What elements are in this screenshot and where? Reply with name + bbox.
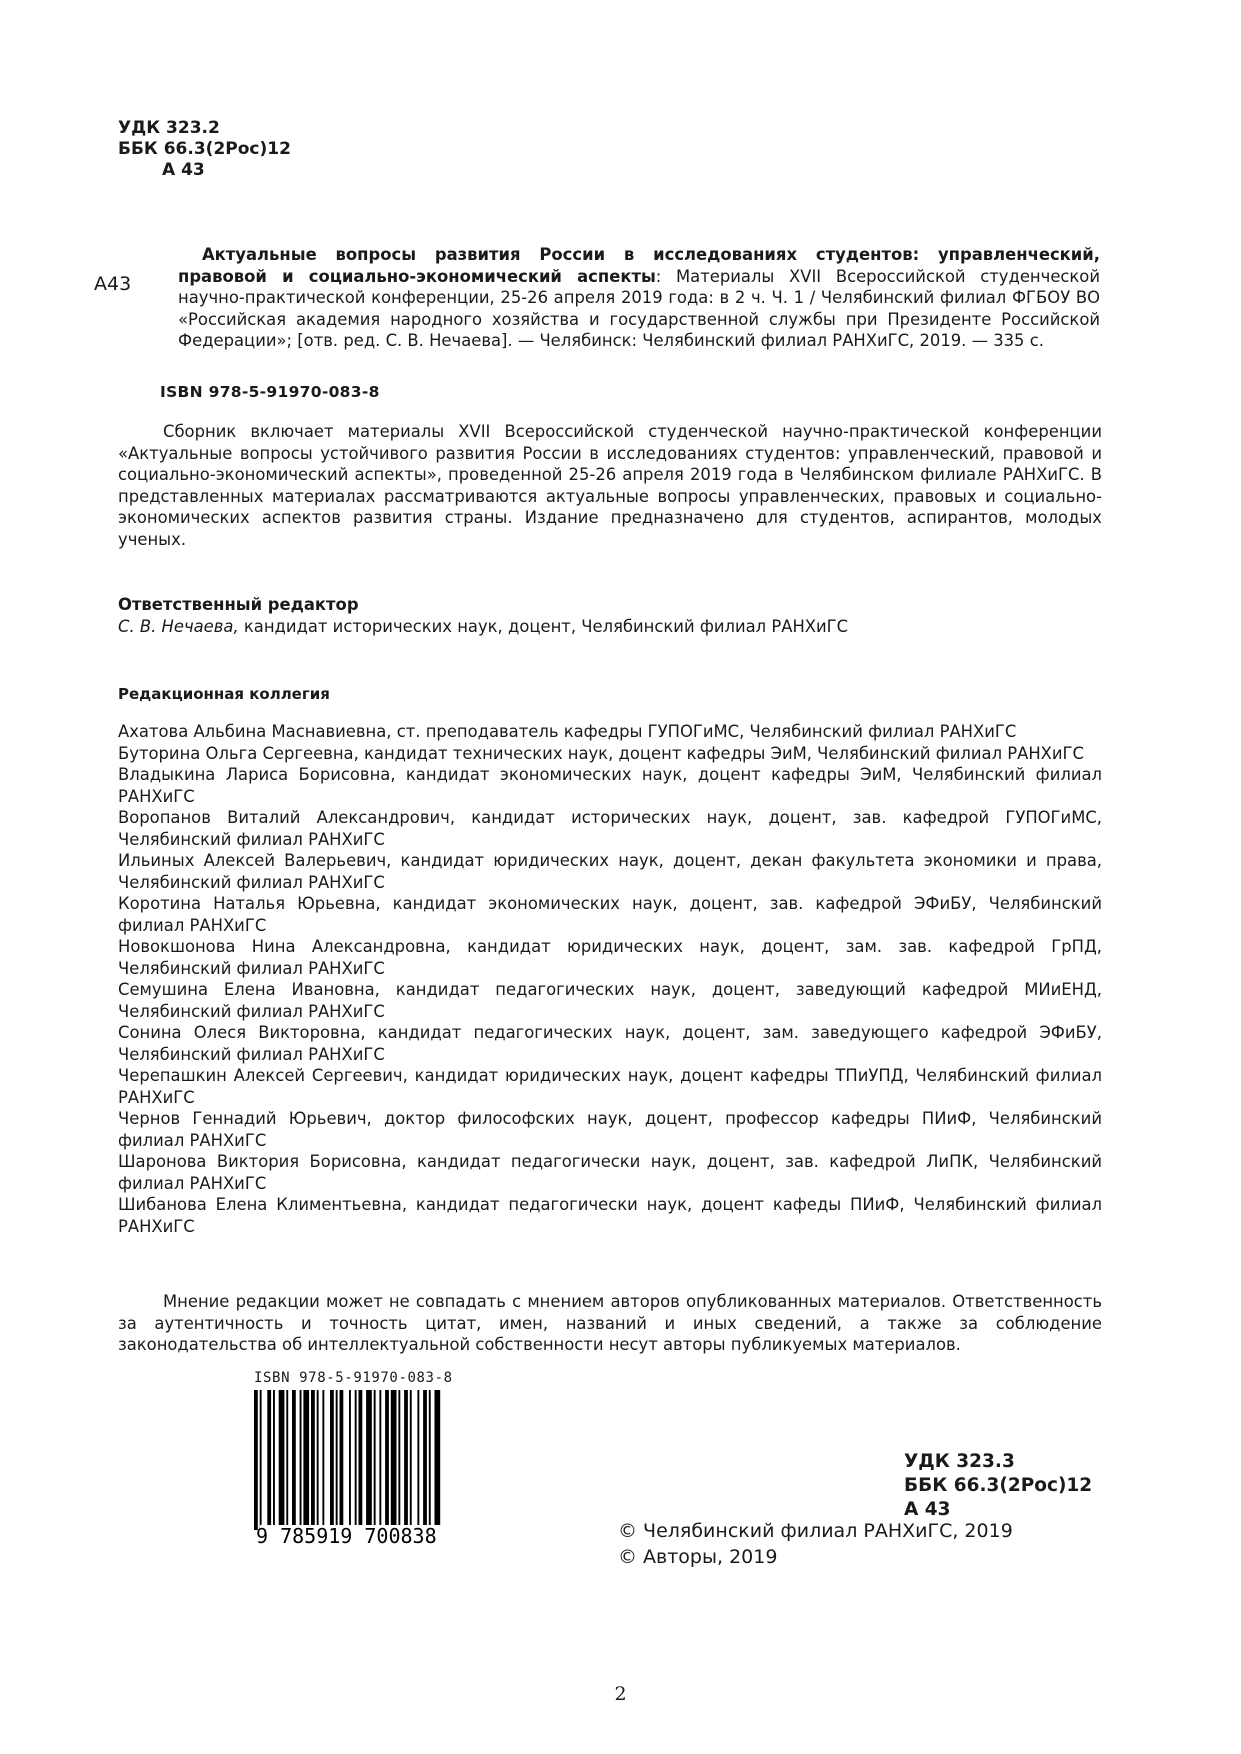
barcode-bar (279, 1390, 285, 1530)
barcode-bar (254, 1390, 258, 1530)
barcode-bar (317, 1390, 319, 1530)
editor-name: С. В. Нечаева, (118, 617, 239, 636)
barcode-bar (300, 1390, 302, 1530)
barcode-bar (340, 1390, 344, 1530)
footer-udk-block (904, 1450, 1092, 1522)
board-member: Новокшонова Нина Александровна, кандидат юридических наук, доцент, зам. зав. кафедрой ГрПД, Челябинский филиал РАНХиГС (118, 937, 1102, 978)
board-member: Воропанов Виталий Александрович, кандидат исторических наук, доцент, зав. кафедрой ГУПОГиМС, Челябинский филиал РАНХиГС (118, 808, 1102, 849)
board-member: Шаронова Виктория Борисовна, кандидат педагогически наук, доцент, зав. кафедрой ЛиПК, Челябинский филиал РАНХиГС (118, 1152, 1102, 1193)
barcode-bar (330, 1390, 334, 1530)
copyright-line: © Авторы, 2019 (618, 1546, 778, 1568)
editor-description: кандидат исторических наук, доцент, Челябинский филиал РАНХиГС (238, 617, 849, 636)
citation-title: Актуальные вопросы развития России в исследованиях студентов: управленческий, правовой и социально-экономический аспекты (178, 245, 1100, 286)
barcode-bar (398, 1390, 400, 1530)
barcode-bar (391, 1390, 397, 1530)
footer-bbk-code: ББК 66.3(2Рос)12 (904, 1475, 1093, 1496)
barcode-digits: 9 785919 700838 (256, 1524, 437, 1548)
barcode-bar (379, 1390, 381, 1530)
bibliographic-citation (178, 244, 1100, 352)
board-member: Семушина Елена Ивановна, кандидат педагогических наук, доцент, заведующий кафедрой МИиЕНД, Челябинский филиал РАНХиГС (118, 980, 1102, 1021)
barcode-bar (366, 1390, 372, 1530)
page-number: 2 (614, 1683, 627, 1705)
barcode-bar (417, 1390, 419, 1530)
copyright-line: © Челябинский филиал РАНХиГС, 2019 (618, 1520, 1013, 1542)
barcode-bar (374, 1390, 376, 1530)
barcode-bar (336, 1390, 338, 1530)
editor-heading: Ответственный редактор (118, 595, 359, 614)
barcode-bar (273, 1390, 275, 1530)
board-member: Шибанова Елена Климентьевна, кандидат педагогически наук, доцент кафеды ПИиФ, Челябинский филиал РАНХиГС (118, 1195, 1102, 1236)
barcode-bar (410, 1390, 412, 1530)
side-author-mark: А43 (94, 273, 132, 295)
udk-block (118, 118, 291, 181)
board-member: Буторина Ольга Сергеевна, кандидат технических наук, доцент кафедры ЭиМ, Челябинский филиал РАНХиГС (118, 743, 1084, 763)
barcode-bar (385, 1390, 389, 1530)
bbk-code: ББК 66.3(2Рос)12 (118, 139, 291, 159)
isbn-barcode (246, 1370, 466, 1550)
annotation: Сборник включает материалы XVII Всероссийской студенческой научно-практической конференции «Актуальные вопросы устойчивого развития России в исследованиях студентов: управленческий, правовой и социально-экономический аспекты», проведенной 25-26 апреля 2019 года в Челябинском филиале РАНХиГС. В представленных материалах рассматриваются актуальные вопросы управленческих, правовых и социально-экономических аспектов развития страны. Издание предназначено для студентов, аспирантов, молодых ученых. (118, 422, 1102, 549)
barcode-bar (311, 1390, 315, 1530)
board-member: Чернов Геннадий Юрьевич, доктор философских наук, доцент, профессор кафедры ПИиФ, Челябинский филиал РАНХиГС (118, 1109, 1102, 1150)
board-member: Сонина Олеся Викторовна, кандидат педагогических наук, доцент, зам. заведующего кафедрой ЭФиБУ, Челябинский филиал РАНХиГС (118, 1023, 1102, 1064)
board-list (118, 721, 1102, 1237)
footer-udk-code: УДК 323.3 (904, 1451, 1015, 1472)
footer-author-mark: А 43 (904, 1499, 951, 1520)
board-member: Владыкина Лариса Борисовна, кандидат экономических наук, доцент кафедры ЭиМ, Челябинский филиал РАНХиГС (118, 765, 1102, 806)
board-member: Ильиных Алексей Валерьевич, кандидат юридических наук, доцент, декан факультета экономики и права, Челябинский филиал РАНХиГС (118, 851, 1102, 892)
isbn-line: ISBN 978-5-91970-083-8 (160, 383, 380, 401)
citation-details: : Материалы XVII Всероссийской студенческой научно-практической конференции, 25-26 апреля 2019 года: в 2 ч. Ч. 1 / Челябинский филиал ФГБОУ ВО «Российская академия народного хозяйства и государственной службы при Президенте Российской Федерации»; [отв. ред. С. В. Нечаева]. — Челябинск: Челябинский филиал РАНХиГС, 2019. — 335 с. (178, 266, 1100, 350)
board-member: Ахатова Альбина Маснавиевна, ст. преподаватель кафедры ГУПОГиМС, Челябинский филиал РАНХиГС (118, 722, 1017, 741)
board-heading: Редакционная коллегия (118, 685, 330, 703)
barcode-bar (429, 1390, 431, 1530)
barcode-isbn-label: ISBN 978-5-91970-083-8 (254, 1370, 453, 1386)
barcode-bar (359, 1390, 363, 1530)
barcode-bar (303, 1390, 309, 1530)
barcode-bar (267, 1390, 271, 1530)
barcode-bar (260, 1390, 262, 1530)
disclaimer: Мнение редакции может не совпадать с мнением авторов опубликованных материалов. Ответственность за аутентичность и точность цитат, имен, названий и иных сведений, а также за соблюдение законодательства об интеллектуальной собственности несут авторы публикуемых материалов. (118, 1292, 1102, 1354)
board-member: Черепашкин Алексей Сергеевич, кандидат юридических наук, доцент кафедры ТПиУПД, Челябинский филиал РАНХиГС (118, 1066, 1102, 1107)
barcode-bar (355, 1390, 357, 1530)
author-mark: А 43 (162, 160, 205, 180)
barcode-bar (435, 1390, 441, 1530)
udk-code: УДК 323.2 (118, 118, 220, 138)
barcode-bar (286, 1390, 288, 1530)
editor-line (118, 617, 848, 636)
board-member: Коротина Наталья Юрьевна, кандидат экономических наук, доцент, зав. кафедрой ЭФиБУ, Челябинский филиал РАНХиГС (118, 894, 1102, 935)
barcode-bar (423, 1390, 427, 1530)
barcode-bar (404, 1390, 408, 1530)
barcode-bars (246, 1370, 466, 1550)
barcode-bar (322, 1390, 324, 1530)
barcode-bar (292, 1390, 296, 1530)
barcode-bar (349, 1390, 351, 1530)
copyright-block (618, 1518, 1013, 1570)
